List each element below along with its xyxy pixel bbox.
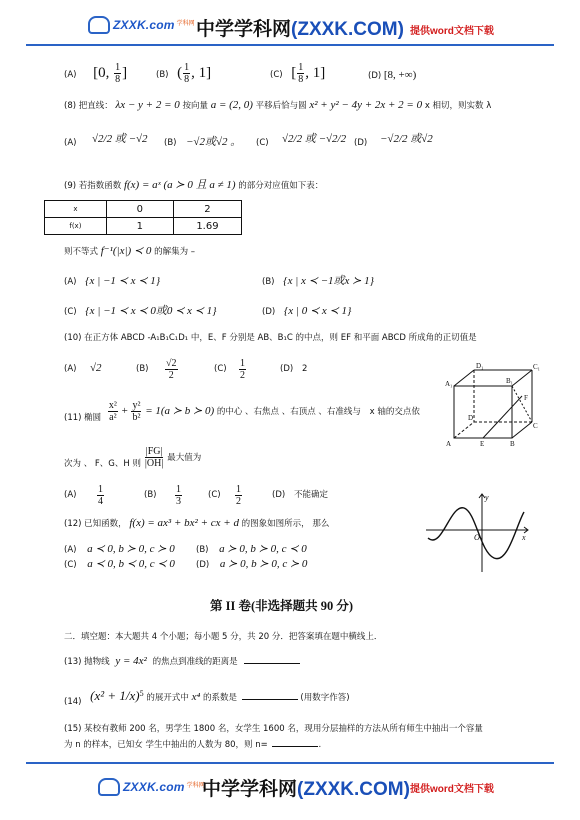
q7-option-d [368, 70, 416, 82]
q12-prefix: (12) 已知函数， [64, 519, 127, 529]
q15-line2-text: 为 n 的样本，已知女 学生中抽出的人数为 80，则 n= [64, 740, 268, 750]
q10-stem: (10) 在正方体 ABCD -A₁B₁C₁D₁ 中，E、F 分别是 AB、B₁C 的中点，则 EF 和平面 ABCD 所成角的正切值是 [64, 333, 477, 343]
cube-front-face [454, 386, 512, 438]
q8-vector-expr: a = (2, 0) [210, 99, 253, 111]
q12-option-c [64, 559, 175, 571]
cube-label: D₁ [476, 362, 484, 370]
q8-b-label: (B) [164, 138, 177, 148]
q10-d-value: 2 [302, 364, 308, 374]
q11-a-den: 4 [98, 496, 103, 507]
q12-b-label: (B) [196, 545, 209, 555]
q9-d-expr: {x | 0 ≺ x ≺ 1} [283, 305, 352, 317]
q11-b-num: 1 [176, 484, 181, 495]
q14-tail: 的系数是 [202, 692, 237, 703]
graph-y-label: y [485, 493, 489, 502]
q7-b-frac: $\frac{1}{8}$ [184, 62, 190, 85]
q11-num1: x² [108, 400, 117, 411]
q8-a-label: (A) [64, 138, 77, 148]
logo-sub: 学科网 [186, 781, 205, 789]
site-name-cn: 中学学科网 [202, 779, 298, 800]
q11-b-frac [175, 484, 182, 507]
q7-b-label: (B) [156, 69, 169, 80]
q10-c-den: 2 [240, 370, 245, 381]
cube-figure [440, 362, 540, 450]
q12-option-a [64, 544, 175, 556]
q9-a-expr: {x | −1 ≺ x ≺ 1} [85, 275, 161, 287]
q13 [64, 656, 300, 668]
table-cell: 1.69 [173, 218, 241, 235]
graph-origin-label: O [474, 533, 480, 542]
table-row [45, 218, 242, 235]
q7-d-expr: [8, +∞) [383, 69, 417, 81]
q11-line2 [64, 446, 201, 470]
q11-frac-x [108, 400, 118, 423]
q12-func-expr: f(x) = ax³ + bx² + cx + d [129, 517, 239, 529]
q14-answer-blank[interactable] [242, 699, 298, 700]
q9-inequality [64, 246, 195, 258]
q8-line-expr: λx − y + 2 = 0 [115, 99, 180, 111]
q11-ratio-num: |FG| [145, 446, 163, 457]
q8-mid1: 按向量 [182, 101, 208, 111]
q9-option-c [64, 306, 217, 318]
q9-option-b [262, 276, 374, 288]
footer-rule [26, 762, 554, 764]
q7-b-expr: ( $\frac{1}{8}$ , 1] [177, 62, 212, 85]
q11-a-num: 1 [98, 484, 103, 495]
cube-label: B₁ [506, 377, 514, 385]
q7-c-frac: $\frac{1}{8}$ [298, 62, 304, 85]
q12-a-expr: a ≺ 0, b ≻ 0, c ≻ 0 [87, 543, 175, 555]
q9-tail: 的部分对应值如下表： [238, 181, 324, 191]
q11-b-label: (B) [144, 490, 157, 500]
q11-ratio-den: |OH| [144, 458, 164, 469]
q15-answer-blank[interactable] [272, 746, 318, 747]
q11-c-num: 1 [236, 484, 241, 495]
table-cell: x [45, 201, 107, 218]
q7-a-frac: $\frac{1}{8}$ [115, 62, 121, 85]
q10-b-den: 2 [168, 370, 174, 381]
q7-option-a [64, 62, 127, 85]
cube-label: F [524, 394, 528, 402]
site-name-en: (ZXXK.COM) [291, 19, 404, 40]
download-link[interactable]: 提供word文档下载 [410, 26, 494, 37]
q9-c-label: (C) [64, 307, 77, 317]
q14-term: x⁴ [191, 690, 201, 703]
q7-option-c [270, 62, 325, 85]
q11-stem: (11) 椭圆 $\frac{\text{x²}}{\text{a²}}$ + $\frac{\text{y²}}{\text{b²}}$ = 1(a ≻ b ≻ 0) 的中心 、右焦点 、右顶点 、右准线与 x 轴的交点依 [64, 400, 420, 423]
q12-c-label: (C) [64, 560, 77, 570]
q11-c-frac [235, 484, 242, 507]
q7-a-label: (A) [64, 69, 77, 80]
table-cell: 2 [173, 201, 241, 218]
table-row [45, 201, 242, 218]
site-name-en: (ZXXK.COM) [297, 779, 410, 800]
q9-stem [64, 180, 323, 192]
q8-mid2: 平移后恰与圆 [255, 101, 307, 111]
q7-c-expr: [ $\frac{1}{8}$ , 1] [291, 62, 326, 85]
q14-exp: 5 [139, 689, 144, 698]
header-rule [26, 44, 554, 46]
logo-hat-icon [98, 778, 120, 796]
cube-segment-ef [483, 396, 522, 438]
q13-expr: y = 4x² [115, 655, 147, 667]
q7-a-expr: [0, $\frac{1}{8}$ ] [93, 62, 128, 85]
section-title: 第 II 卷(非选择题共 90 分) [210, 599, 354, 613]
q14 [64, 688, 350, 714]
q12-b-expr: a ≻ 0, b ≻ 0, c ≺ 0 [219, 543, 307, 555]
cube-label: B [510, 440, 515, 448]
q9-d-label: (D) [262, 307, 276, 317]
q15-end: . [318, 740, 322, 750]
q12-option-d [196, 559, 307, 571]
q12-option-b [196, 544, 307, 556]
logo-sub: 学科网 [176, 19, 195, 27]
q12-d-label: (D) [196, 560, 210, 570]
q12-c-expr: a ≺ 0, b ≺ 0, c ≺ 0 [87, 558, 175, 570]
q9-ineq-pre: 则不等式 [64, 247, 99, 257]
q12-tail: 的图象如图所示， 那么 [241, 519, 330, 529]
q9-ineq-expr: f⁻¹(|x|) ≺ 0 [100, 245, 152, 257]
q8-tail: x 相切，则实数 λ [424, 101, 492, 111]
q11-c-den: 2 [236, 496, 241, 507]
q8-d-expr: −√2/2 或√2 [380, 133, 433, 145]
cube-label: A₁ [445, 380, 453, 388]
footer-site-title [202, 774, 410, 801]
q11-line2-tail: 最大值为 [167, 453, 202, 463]
q11-b-den: 3 [176, 496, 181, 507]
q8-prefix: (8) 把直线： [64, 101, 113, 111]
q8-c-expr: √2/2 或 −√2/2 [282, 133, 347, 145]
q11-ratio [145, 446, 164, 469]
graph-x-label: x [522, 533, 526, 542]
q11-d-label: (D) [272, 490, 286, 500]
table-cell: f(x) [45, 218, 107, 235]
q10-c-frac [239, 358, 246, 381]
q11-d-value: 不能确定 [294, 490, 329, 500]
q12-a-label: (A) [64, 545, 77, 555]
cube-label: C [533, 422, 538, 430]
q11-num2: y² [132, 400, 141, 411]
q9-a-label: (A) [64, 277, 77, 287]
q10-a-expr: √2 [90, 362, 102, 374]
footer-logo [98, 778, 205, 796]
q9-ineq-tail: 的解集为 – [154, 247, 196, 257]
q9-b-label: (B) [262, 277, 275, 287]
q11-eq-tail: = 1(a ≻ b ≻ 0) [145, 405, 215, 417]
q11-c-label: (C) [208, 490, 221, 500]
q11-den2: b² [132, 412, 141, 423]
q13-answer-blank[interactable] [244, 663, 300, 664]
cubic-graph [424, 490, 532, 574]
cube-label: A [446, 440, 452, 448]
part2-intro: 二．填空题：本大题共 4 个小题；每小题 5 分，共 20 分．把答案填在题中横线上． [64, 632, 383, 642]
footer-download-link[interactable]: 提供word文档下载 [410, 784, 494, 795]
q11-frac-y [131, 400, 141, 423]
q9-option-d [262, 306, 351, 318]
q8-circle-expr: x² + y² − 4y + 2x + 2 = 0 [309, 99, 423, 111]
site-title [196, 14, 404, 41]
q11-den1: a² [109, 412, 117, 423]
q10-d-label: (D) [280, 364, 294, 374]
q11-prefix: (11) 椭圆 [64, 413, 102, 423]
q10-b-frac [165, 358, 178, 381]
q11-x-axis: x 轴的交点依 [369, 407, 420, 417]
q9-c-expr: {x | −1 ≺ x ≺ 0或0 ≺ x ≺ 1} [85, 305, 217, 317]
q11-mid: 的中心 、右焦点 、右顶点 、右准线与 [216, 407, 361, 417]
q7-d-label: (D) [368, 71, 382, 81]
logo-text: ZXXK.com [123, 780, 185, 794]
q13-prefix: (13) 抛物线 [64, 657, 110, 667]
q7-c-label: (C) [270, 69, 283, 80]
table-cell: 1 [106, 218, 173, 235]
q9-option-a [64, 276, 160, 288]
logo-hat-icon [88, 16, 110, 34]
q8-stem [64, 100, 491, 112]
q11-a-label: (A) [64, 490, 77, 500]
q9-value-table [44, 200, 242, 235]
q11-options [64, 484, 364, 508]
q11-line2-pre: 次为 、 F、G、H 则 [64, 459, 141, 469]
q14-note: (用数字作答) [300, 692, 350, 703]
q8-b-expr: −√2或√2 。 [186, 136, 242, 148]
cube-label: C₁ [533, 363, 540, 371]
q13-tail: 的焦点到准线的距离是 [152, 657, 238, 667]
q9-prefix: (9) 若指数函数 [64, 181, 122, 191]
q9-b-expr: {x | x ≺ −1或x ≻ 1} [283, 275, 374, 287]
q12-d-expr: a ≻ 0, b ≻ 0, c ≻ 0 [219, 558, 308, 570]
site-name-cn: 中学学科网 [196, 19, 292, 40]
q12-stem [64, 518, 329, 530]
q10-b-num: √2 [166, 358, 177, 369]
q8-c-label: (C) [256, 138, 269, 148]
q10-c-label: (C) [214, 364, 227, 374]
q15-line1: (15) 某校有教师 200 名，男学生 1800 名，女学生 1600 名，现用分层抽样的方法从所有师生中抽出一个容量 [64, 724, 483, 734]
q8-d-label: (D) [354, 138, 368, 148]
q14-mid: 的展开式中 [146, 692, 189, 703]
q10-options [64, 360, 324, 382]
q7-option-b [156, 62, 211, 85]
table-cell: 0 [106, 201, 173, 218]
q10-b-label: (B) [136, 364, 149, 374]
q14-expr-base: (x² + 1/x) [90, 687, 140, 703]
q8-a-expr: √2/2 或 −√2 [92, 133, 148, 145]
header-logo [88, 16, 195, 34]
q10-c-num: 1 [240, 358, 245, 369]
q11-a-frac [97, 484, 104, 507]
q10-a-label: (A) [64, 364, 77, 374]
logo-text: ZXXK.com [113, 18, 175, 32]
q9-func-expr: f(x) = aˣ (a ≻ 0 且 a ≠ 1) [123, 179, 236, 191]
q14-prefix: (14) [64, 696, 82, 707]
q15-line2 [64, 740, 321, 751]
cube-label: D [468, 414, 474, 422]
cube-label: E [480, 440, 485, 448]
